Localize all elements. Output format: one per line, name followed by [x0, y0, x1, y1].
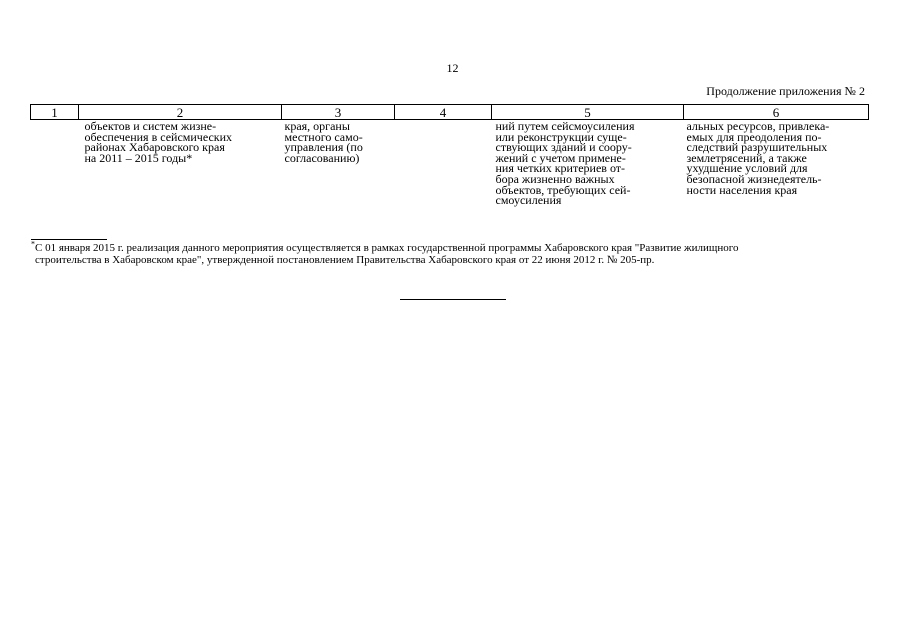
cell-col6	[684, 120, 869, 206]
cell-col4	[395, 120, 492, 206]
table-header-row	[31, 105, 869, 120]
cell-text-line: ствующих зданий и соору-	[495, 140, 632, 155]
cell-text-line: управления (по	[284, 140, 363, 155]
column-header-6: 6	[684, 105, 869, 120]
footnote-text-1: С 01 января 2015 г. реализация данного мероприятия осуществляется в рамках государственной программы Хабаровского края "Развитие жилищного	[35, 242, 739, 254]
footnote-mark: *	[31, 239, 35, 249]
column-header-3: 3	[282, 105, 395, 120]
cell-text-line: местного само-	[284, 129, 363, 144]
cell-text-line: следствий разрушительных	[686, 140, 828, 155]
cell-text-line: обеспечения в сейсмических	[84, 129, 233, 144]
cell-text-line: ности населения края	[686, 182, 798, 197]
appendix-table-wrapper	[30, 104, 868, 206]
continuation-label: Продолжение приложения № 2	[706, 84, 865, 98]
table-row	[31, 120, 869, 206]
cell-col2	[79, 120, 282, 206]
cell-text-line: ухудшение условий для	[686, 161, 808, 176]
cell-text-line: согласованию)	[284, 150, 360, 165]
cell-text-line: края, органы	[284, 119, 350, 133]
footnote	[31, 239, 881, 266]
footnote-separator	[31, 239, 107, 240]
appendix-table	[30, 104, 869, 206]
column-header-1: 1	[31, 105, 79, 120]
column-header-4: 4	[395, 105, 492, 120]
column-header-2: 2	[79, 105, 282, 120]
cell-text-line: смоусиления	[495, 193, 562, 208]
footnote-line-1	[31, 239, 881, 254]
cell-col3	[282, 120, 395, 206]
cell-text-line: ний путем сейсмоусиления	[495, 119, 635, 133]
end-separator	[400, 299, 506, 300]
cell-text-line: бора жизненно важных	[495, 171, 615, 186]
cell-text-line: безопасной жизнедеятель-	[686, 171, 822, 186]
cell-text-line: районах Хабаровского края	[84, 140, 225, 155]
cell-col5	[492, 120, 684, 206]
cell-text-line: ния четких критериев от-	[495, 161, 626, 176]
cell-text-line: альных ресурсов, привлека-	[686, 119, 830, 133]
cell-text-line: жений с учетом примене-	[495, 150, 626, 165]
cell-text-line: объектов и систем жизне-	[84, 119, 217, 133]
column-header-5: 5	[492, 105, 684, 120]
cell-col1	[31, 120, 79, 206]
cell-text-line: землетрясений, а также	[686, 150, 807, 165]
cell-text-line: объектов, требующих сей-	[495, 182, 631, 197]
cell-text-line: или реконструкции суще-	[495, 129, 627, 144]
cell-text-line: емых для преодоления по-	[686, 129, 822, 144]
page-number: 12	[446, 61, 459, 75]
cell-text-line: на 2011 – 2015 годы*	[84, 150, 193, 165]
footnote-line-2: строительства в Хабаровском крае", утвержденной постановлением Правительства Хабаровского края от 22 июня 2012 г. № 205-пр.	[35, 254, 655, 266]
